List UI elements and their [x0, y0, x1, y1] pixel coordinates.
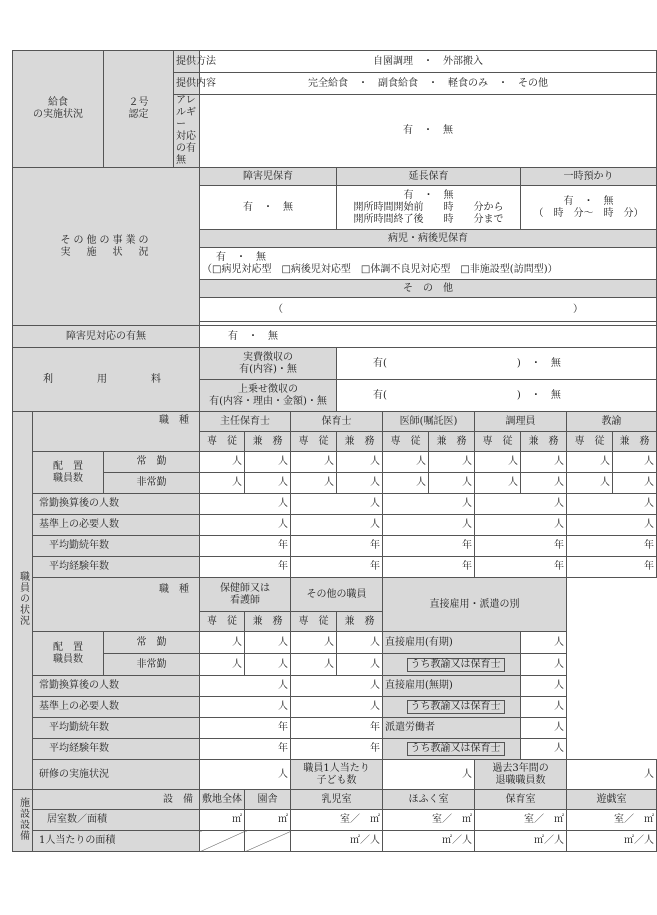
- cell-nen: 年: [200, 557, 291, 578]
- cell-nin: 人: [521, 473, 567, 494]
- cell-nin: 人: [567, 515, 657, 536]
- cell-m2: ㎡: [200, 810, 245, 831]
- cell-nen: 年: [200, 536, 291, 557]
- setsubi-label: 設 備: [33, 790, 200, 810]
- hijokin-label-2: 非常勤: [104, 654, 200, 676]
- shokushu-label-2: 職 種: [33, 578, 200, 632]
- kenmu-5: 兼 務: [613, 432, 657, 452]
- cell-room-m2: 室／ ㎡: [383, 810, 475, 831]
- cell-nin: 人: [429, 452, 475, 473]
- cell-nin: 人: [567, 494, 657, 515]
- cell-nin: 人: [613, 452, 657, 473]
- form-page: [12, 50, 655, 852]
- teikyo-naiyo-value: 完全給食 ・ 副食給食 ・ 軽食のみ ・ その他: [200, 73, 657, 95]
- cell-nen: 年: [291, 718, 383, 739]
- cell-nin: 人: [521, 654, 567, 676]
- cell-nin: 人: [291, 452, 337, 473]
- cell-nen: 年: [291, 536, 383, 557]
- cat-choriin: 調理員: [475, 412, 567, 432]
- cell-nin: 人: [245, 632, 291, 654]
- encho-hoiku-header: 延長保育: [337, 168, 521, 186]
- uchi-yuki-cell: [383, 654, 521, 676]
- other-projects-label: その他の事業の 実 施 状 況: [13, 168, 200, 326]
- senju-3: 専 従: [383, 432, 429, 452]
- cell-nin: 人: [200, 473, 245, 494]
- senju-7: 専 従: [291, 612, 337, 632]
- kyushoku-sub-label: ２号 認定: [104, 51, 174, 168]
- chokusetsu-haken-header: 直接雇用・派遣の別: [383, 578, 567, 632]
- cell-nin: 人: [200, 452, 245, 473]
- kyoshitsu-label: 居室数／面積: [33, 810, 200, 831]
- hijokin-label: 非常勤: [104, 473, 200, 494]
- cell-nen: 年: [200, 718, 291, 739]
- haichi-label-2: 配 置 職員数: [33, 632, 104, 676]
- facility-section-label: 施設設備: [13, 790, 33, 852]
- shogaiji-taio-value: 有 ・ 無: [200, 326, 657, 348]
- cell-nin: 人: [475, 494, 567, 515]
- cell-nin: 人: [291, 632, 337, 654]
- cell-nin: 人: [337, 654, 383, 676]
- cell-nin: 人: [521, 676, 567, 697]
- jokin-label-2: 常 勤: [104, 632, 200, 654]
- cell-nen: 年: [567, 557, 657, 578]
- kinzoku-label: 平均勤続年数: [33, 536, 200, 557]
- cell-nin: 人: [383, 494, 475, 515]
- byoji-value: [200, 248, 657, 280]
- cat-ishi: 医師(嘱託医): [383, 412, 475, 432]
- cell-nin: 人: [521, 452, 567, 473]
- blank-area: [567, 578, 657, 760]
- senju-5: 専 従: [567, 432, 613, 452]
- senju-1: 専 従: [200, 432, 245, 452]
- col-hofukushitsu: ほふく室: [383, 790, 475, 810]
- ichiji-umu: 有 ・ 無: [563, 195, 614, 207]
- shogaiji-taio-label: 障害児対応の有無: [13, 326, 200, 348]
- keiken-label: 平均経験年数: [33, 557, 200, 578]
- cell-nin: 人: [200, 676, 291, 697]
- encho-start: 開所時間開始前 時 分から: [353, 201, 504, 213]
- senju-6: 専 従: [200, 612, 245, 632]
- cell-nin: 人: [567, 452, 613, 473]
- cell-per-m2: ㎡／人: [383, 831, 475, 852]
- cell-nin: 人: [337, 473, 383, 494]
- cell-nin: 人: [291, 515, 383, 536]
- cell-nen: 年: [200, 739, 291, 760]
- cell-nin: 人: [521, 718, 567, 739]
- cell-nin: 人: [200, 494, 291, 515]
- kenmu-2: 兼 務: [337, 432, 383, 452]
- uchi-haken-label: うち教諭又は保育士: [407, 742, 505, 756]
- kinzoku-label-2: 平均勤続年数: [33, 718, 200, 739]
- cell-nin: 人: [567, 760, 657, 790]
- cell-nin: 人: [200, 515, 291, 536]
- uwanose-label: 上乗せ徴収の 有(内容・理由・金額)・無: [200, 380, 337, 412]
- cell-room-m2: 室／ ㎡: [291, 810, 383, 831]
- uwanose-value: 有( ) ・ 無: [337, 380, 657, 412]
- cat-hoikushi: 保育士: [291, 412, 383, 432]
- kenmu-7: 兼 務: [337, 612, 383, 632]
- kenmu-4: 兼 務: [521, 432, 567, 452]
- cell-m2: ㎡: [245, 810, 291, 831]
- cell-nin: 人: [291, 473, 337, 494]
- allergy-label: アレルギー 対応の有無: [174, 95, 200, 168]
- haichi-label: 配 置 職員数: [33, 452, 104, 494]
- uchi-yuki-label: うち教諭又は保育士: [407, 658, 505, 672]
- kenmu-6: 兼 務: [245, 612, 291, 632]
- cell-nin: 人: [291, 697, 383, 718]
- byoji-header: 病児・病後児保育: [200, 230, 657, 248]
- taishoku-label: 過去3年間の 退職職員数: [475, 760, 567, 790]
- col-shikichi: 敷地全体: [200, 790, 245, 810]
- cell-nin: 人: [291, 654, 337, 676]
- cell-per-m2: ㎡／人: [291, 831, 383, 852]
- teikyo-naiyo-label: 提供内容: [174, 73, 200, 95]
- cat-sonota-shokuin: その他の職員: [291, 578, 383, 612]
- cat-kyoyu: 教諭: [567, 412, 657, 432]
- uchi-muki-label: うち教諭又は保育士: [407, 700, 505, 714]
- shokushu-label: 職 種: [33, 412, 200, 452]
- cell-nen: 年: [383, 557, 475, 578]
- senju-4: 専 従: [475, 432, 521, 452]
- kenshu-label: 研修の実施状況: [33, 760, 200, 790]
- cell-nin: 人: [521, 632, 567, 654]
- shogaiji-hoiku-header: 障害児保育: [200, 168, 337, 186]
- cell-nin: 人: [337, 632, 383, 654]
- staff-section-label: 職員の状況: [13, 412, 33, 790]
- shogaiji-hoiku-value: 有 ・ 無: [200, 186, 337, 230]
- cell-nin: 人: [383, 760, 475, 790]
- encho-end: 開所時間終了後 時 分まで: [353, 213, 504, 225]
- kansan-label-2: 常勤換算後の人数: [33, 676, 200, 697]
- cell-nin: 人: [245, 654, 291, 676]
- cell-nin: 人: [613, 473, 657, 494]
- sonota-value: （ ）: [200, 298, 657, 322]
- cell-nen: 年: [567, 536, 657, 557]
- col-hoikushitsu: 保育室: [475, 790, 567, 810]
- cell-per-m2: ㎡／人: [475, 831, 567, 852]
- cell-nin: 人: [291, 676, 383, 697]
- cell-nin: 人: [475, 473, 521, 494]
- kenmu-3: 兼 務: [429, 432, 475, 452]
- cell-nin: 人: [475, 452, 521, 473]
- cell-nen: 年: [383, 536, 475, 557]
- allergy-value: 有 ・ 無: [200, 95, 657, 168]
- ichiji-azukari-header: 一時預かり: [521, 168, 657, 186]
- cat-shunin-hoikushi: 主任保育士: [200, 412, 291, 432]
- byoji-umu: 有 ・ 無: [216, 251, 267, 263]
- jippi-value: 有( ) ・ 無: [337, 348, 657, 380]
- sonota-header: そ の 他: [200, 280, 657, 298]
- cell-nen: 年: [475, 536, 567, 557]
- ichiji-time: （ 時 分～ 時 分）: [533, 207, 644, 219]
- jippi-label: 実費徴収の 有(内容)・無: [200, 348, 337, 380]
- cell-nin: 人: [291, 494, 383, 515]
- cell-nin: 人: [337, 452, 383, 473]
- kijun-label-2: 基準上の必要人数: [33, 697, 200, 718]
- kansan-label: 常勤換算後の人数: [33, 494, 200, 515]
- cell-nen: 年: [291, 739, 383, 760]
- per-child-label: 職員1人当たり 子ども数: [291, 760, 383, 790]
- ichiji-azukari-value: [521, 186, 657, 230]
- cell-diagonal: [200, 831, 245, 852]
- encho-umu: 有 ・ 無: [403, 189, 454, 201]
- byoji-types: （□病児対応型 □病後児対応型 □体調不良児対応型 □非施設型(訪問型)）: [202, 263, 558, 275]
- col-yugishitsu: 遊戯室: [567, 790, 657, 810]
- cell-nin: 人: [475, 515, 567, 536]
- cell-nin: 人: [567, 473, 613, 494]
- cat-hokenshi: 保健師又は 看護師: [200, 578, 291, 612]
- cell-nin: 人: [521, 697, 567, 718]
- cell-nin: 人: [200, 697, 291, 718]
- col-nyujishitsu: 乳児室: [291, 790, 383, 810]
- cell-nin: 人: [383, 473, 429, 494]
- teikyo-hoho-value: 自園調理 ・ 外部搬入: [200, 51, 657, 73]
- cell-nin: 人: [521, 739, 567, 760]
- kenmu-1: 兼 務: [245, 432, 291, 452]
- encho-hoiku-value: [337, 186, 521, 230]
- riyoryo-label: 利 用 料: [13, 348, 200, 412]
- senju-2: 専 従: [291, 432, 337, 452]
- kyushoku-label: 給食 の実施状況: [13, 51, 104, 168]
- cell-nin: 人: [200, 760, 291, 790]
- cell-nin: 人: [245, 473, 291, 494]
- chokusetsu-muki-label: 直接雇用(無期): [383, 676, 521, 697]
- facility-report-table: [12, 50, 657, 852]
- cell-diagonal: [245, 831, 291, 852]
- kijun-label: 基準上の必要人数: [33, 515, 200, 536]
- cell-nin: 人: [383, 452, 429, 473]
- keiken-label-2: 平均経験年数: [33, 739, 200, 760]
- cell-room-m2: 室／ ㎡: [475, 810, 567, 831]
- cell-room-m2: 室／ ㎡: [567, 810, 657, 831]
- teikyo-hoho-label: 提供方法: [174, 51, 200, 73]
- haken-label: 派遣労働者: [383, 718, 521, 739]
- cell-nin: 人: [245, 452, 291, 473]
- uchi-muki-cell: [383, 697, 521, 718]
- cell-per-m2: ㎡／人: [567, 831, 657, 852]
- cell-nin: 人: [200, 632, 245, 654]
- cell-nen: 年: [291, 557, 383, 578]
- col-ensha: 園舎: [245, 790, 291, 810]
- menseki-label: 1人当たりの面積: [33, 831, 200, 852]
- jokin-label: 常 勤: [104, 452, 200, 473]
- chokusetsu-yuki-label: 直接雇用(有期): [383, 632, 521, 654]
- uchi-haken-cell: [383, 739, 521, 760]
- cell-nin: 人: [383, 515, 475, 536]
- cell-nen: 年: [475, 557, 567, 578]
- cell-nin: 人: [429, 473, 475, 494]
- cell-nin: 人: [200, 654, 245, 676]
